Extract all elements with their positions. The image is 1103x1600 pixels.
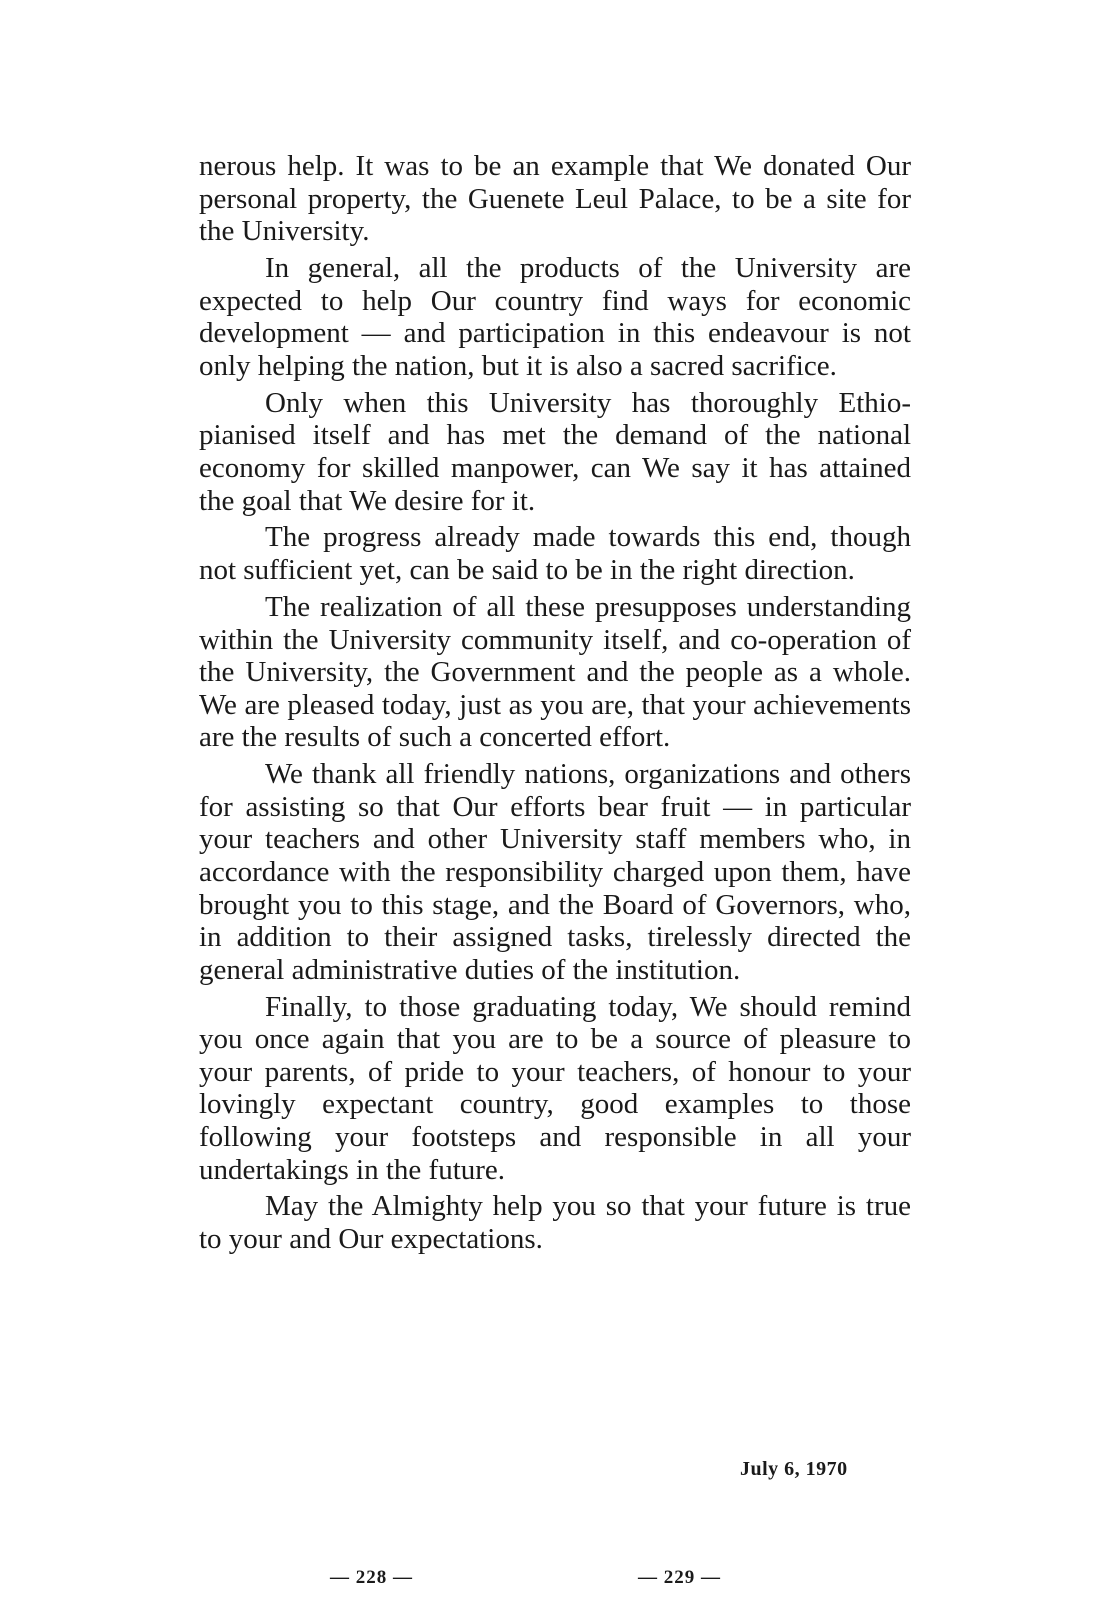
paragraph-continuation: nerous help. It was to be an example that We donated Our personal property, the Guenete Leul Palace, to be a site for the University. xyxy=(199,150,911,248)
paragraph: May the Almighty help you so that your future is true to your and Our expectations. xyxy=(199,1190,911,1256)
paragraph: In general, all the products of the University are expected to help Our country find ways for economic development — and participation in this endeavour is not only helping the nation, but it is also a sacred sacrifice. xyxy=(199,252,911,382)
paragraph: Finally, to those graduating today, We should remind you once again that you are to be a source of pleasure to your parents, of pride to your teachers, of honour to your lovingly expectant country, good examples to those following your footsteps and responsible in all your undertakings in the future. xyxy=(199,990,911,1186)
page-number-left: — 228 — xyxy=(330,1567,413,1588)
speech-date: July 6, 1970 xyxy=(740,1458,848,1480)
paragraph: The progress already made towards this end, though not sufficient yet, can be said to be in the right direction. xyxy=(199,521,911,587)
paragraph: We thank all friendly nations, organizations and others for assisting so that Our efforts bear fruit — in particular your teachers and other University staff members who, in accordance with the responsibility charged upon them, have brought you to this stage, and the Board of Governors, who, in addition to their assigned tasks, tirelessly directed the general administrative duties of the institution. xyxy=(199,758,911,986)
page-number-right: — 229 — xyxy=(638,1567,721,1588)
paragraph: Only when this University has thoroughly Ethiopianised itself and has met the demand of the national economy for skilled manpower, can We say it has attained the goal that We desire for it. xyxy=(199,386,911,517)
body-text xyxy=(199,150,911,1256)
paragraph: The realization of all these presupposes understanding within the University community itself, and co-operation of the University, the Government and the people as a whole. We are pleased today, just as you are, that your achievements are the results of such a concerted effort. xyxy=(199,590,911,754)
